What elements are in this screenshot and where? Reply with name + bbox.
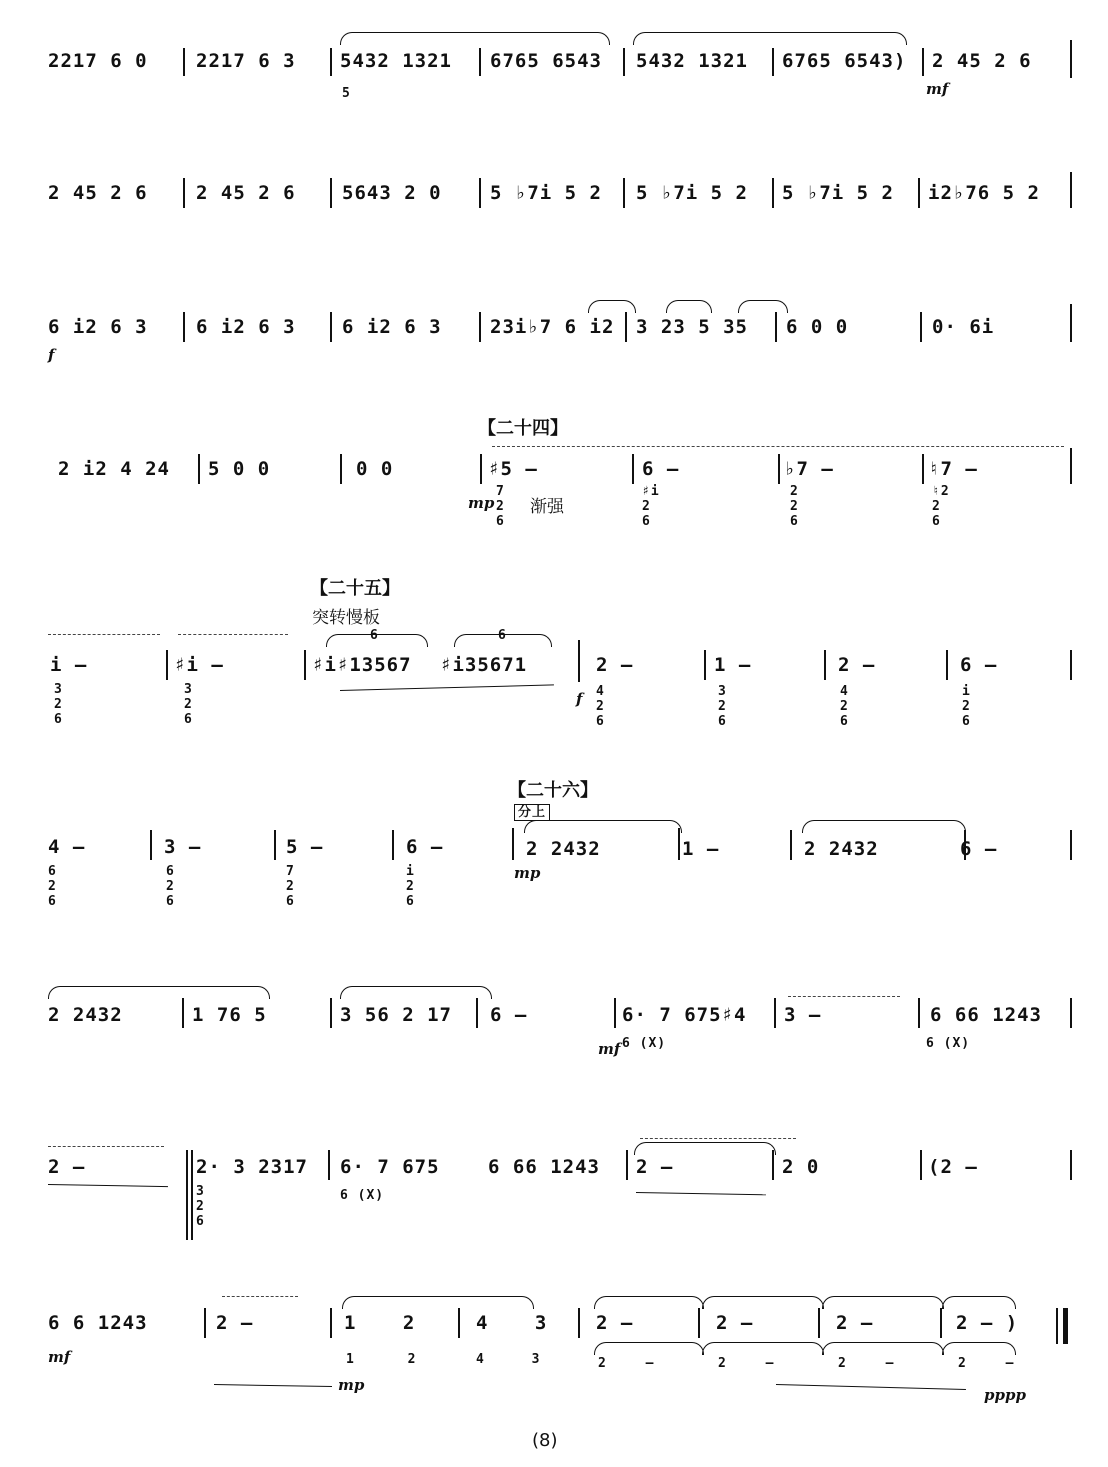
note-group: 1 76 5: [192, 1004, 267, 1026]
barline: [340, 454, 342, 484]
note-group: 5 ♭7i 5 2: [782, 182, 894, 204]
barline: [330, 178, 332, 208]
bass-note: 2 –: [838, 1356, 895, 1371]
note-group: 2217 6 3: [196, 50, 296, 72]
slur: [738, 300, 788, 313]
note-group: 2 –: [216, 1312, 254, 1334]
note-group: 2 –: [596, 1312, 634, 1334]
barline: [922, 454, 924, 484]
technique-mark: 分上: [514, 804, 550, 821]
dynamic-marking: mf: [598, 1040, 621, 1058]
bass-chord: 6 2 6: [48, 864, 57, 909]
barline: [183, 178, 185, 208]
barline: [330, 1308, 332, 1338]
note-group: 5432 1321: [340, 50, 452, 72]
note-group: 2217 6 0: [48, 50, 148, 72]
bass-chord: 7 2 6: [496, 484, 505, 529]
bass-chord: 3 2 6: [196, 1184, 205, 1229]
note-group: 6 –: [960, 838, 998, 860]
note-group: 6 i2 6 3: [342, 316, 442, 338]
slur: [340, 986, 492, 999]
tuplet-number: 6: [370, 628, 379, 643]
bass-note: 6 (X): [926, 1036, 971, 1051]
bass-chord: 4 2 6: [596, 684, 605, 729]
barline: [623, 178, 625, 208]
bass-note: 6 (X): [622, 1036, 667, 1051]
bass-chord: i 2 6: [406, 864, 415, 909]
note-group: 1 2: [344, 1312, 416, 1334]
slur: [702, 1342, 824, 1355]
slur: [666, 300, 712, 313]
note-group: 2 –: [636, 1156, 674, 1178]
note-group: ♯i35671: [440, 654, 528, 676]
barline: [704, 650, 706, 680]
note-group: 2 45 2 6: [48, 182, 148, 204]
barline: [578, 1308, 580, 1338]
decrescendo-hairpin: [214, 1384, 332, 1387]
section-label: 【二十五】: [310, 578, 400, 599]
slur: [594, 1296, 704, 1309]
barline: [476, 998, 478, 1028]
bass-chord: 3 2 6: [184, 682, 193, 727]
barline: [458, 1308, 460, 1338]
note-group: 5 0 0: [208, 458, 271, 480]
barline: [330, 998, 332, 1028]
barline: [480, 454, 482, 484]
section-label: 【二十四】: [478, 418, 568, 439]
note-group: 2 0: [782, 1156, 820, 1178]
note-group: 1 –: [714, 654, 752, 676]
note-group: 6 66 1243: [930, 1004, 1042, 1026]
barline: [918, 178, 920, 208]
slur: [942, 1342, 1016, 1355]
barline: [479, 48, 481, 76]
tremolo-line: [178, 634, 288, 635]
slur: [594, 1342, 704, 1355]
note-group: ♯i –: [174, 654, 224, 676]
note-group: (2 –: [928, 1156, 978, 1178]
page-number: (8): [532, 1430, 558, 1451]
barline: [1070, 1150, 1072, 1180]
barline: [678, 828, 680, 860]
barline: [918, 998, 920, 1028]
tremolo-line: [48, 1146, 164, 1147]
note-group: 3 –: [784, 1004, 822, 1026]
bass-chord: ♯i 2 6: [642, 484, 660, 529]
note-group: 6· 7 675♯4: [622, 1004, 747, 1026]
barline: [920, 1150, 922, 1180]
note-group: 2 2432: [48, 1004, 123, 1026]
tuplet-number: 6: [498, 628, 507, 643]
barline: [698, 1308, 700, 1338]
bass-chord: 7 2 6: [286, 864, 295, 909]
final-barline-thin: [1056, 1308, 1058, 1344]
note-group: 5 ♭7i 5 2: [636, 182, 748, 204]
note-group: 6765 6543): [782, 50, 907, 72]
note-group: 6 6 1243: [48, 1312, 148, 1334]
dynamic-marking: mf: [926, 80, 949, 98]
barline: [182, 998, 184, 1028]
barline: [623, 48, 625, 76]
slur: [942, 1296, 1016, 1309]
note-group: 5 ♭7i 5 2: [490, 182, 602, 204]
note-group: 6765 6543: [490, 50, 602, 72]
slur: [524, 820, 682, 833]
barline: [512, 828, 514, 860]
barline: [920, 312, 922, 342]
barline: [183, 48, 185, 76]
slur: [822, 1296, 944, 1309]
barline: [479, 312, 481, 342]
barline: [274, 830, 276, 860]
note-group: ♭7 –: [784, 458, 834, 480]
barline: [1070, 40, 1072, 78]
note-group: 4 –: [48, 836, 86, 858]
dynamic-marking: mp: [514, 864, 541, 882]
tremolo-line: [222, 1296, 298, 1297]
note-group: 4 3: [476, 1312, 548, 1334]
note-group: 6 –: [490, 1004, 528, 1026]
note-group: 5643 2 0: [342, 182, 442, 204]
bass-note: 6 (X): [340, 1188, 385, 1203]
barline: [772, 178, 774, 208]
bass-note: 5: [342, 86, 351, 101]
note-group: 6 i2 6 3: [48, 316, 148, 338]
final-barline-thick: [1063, 1308, 1068, 1344]
note-group: 3 23 5 35: [636, 316, 748, 338]
dynamic-marking: mp: [338, 1376, 365, 1394]
barline: [775, 312, 777, 342]
note-group: 6 0 0: [786, 316, 849, 338]
barline: [191, 1150, 193, 1240]
bass-chord: ♮2 2 6: [932, 484, 950, 529]
dynamic-marking: mf: [48, 1348, 71, 1366]
bass-chord: 6 2 6: [166, 864, 175, 909]
bass-note: 4 3: [476, 1352, 541, 1367]
note-group: 6 i2 6 3: [196, 316, 296, 338]
note-group: 2 i2 4 24: [58, 458, 170, 480]
note-group: 23i♭7 6 i2: [490, 316, 615, 338]
bass-note: 2 –: [598, 1356, 655, 1371]
note-group: ♮7 –: [928, 458, 978, 480]
note-group: 5 –: [286, 836, 324, 858]
barline: [392, 830, 394, 860]
barline: [818, 1308, 820, 1338]
barline: [778, 454, 780, 484]
bass-note: 1 2: [346, 1352, 417, 1367]
decrescendo-hairpin: [776, 1384, 966, 1390]
slur: [702, 1296, 824, 1309]
bass-chord: 2 2 6: [790, 484, 799, 529]
barline: [922, 48, 924, 76]
barline: [1070, 448, 1072, 484]
bass-chord: 3 2 6: [718, 684, 727, 729]
tremolo-line: [640, 1138, 796, 1139]
note-group: 0· 6i: [932, 316, 995, 338]
note-group: 6 66 1243: [488, 1156, 600, 1178]
barline: [330, 48, 332, 76]
barline: [632, 454, 634, 484]
note-group: i2♭76 5 2: [928, 182, 1040, 204]
bass-chord: 4 2 6: [840, 684, 849, 729]
barline: [626, 1150, 628, 1180]
expression-text: 渐强: [530, 497, 564, 517]
barline: [330, 312, 332, 342]
tremolo-line: [788, 996, 900, 997]
note-group: 2 45 2 6: [196, 182, 296, 204]
barline: [183, 312, 185, 342]
barline: [1070, 998, 1072, 1028]
bass-chord: 3 2 6: [54, 682, 63, 727]
note-group: 2 45 2 6: [932, 50, 1032, 72]
slur: [634, 1142, 776, 1155]
decrescendo-hairpin: [48, 1184, 168, 1187]
note-group: 6 –: [960, 654, 998, 676]
note-group: 6· 7 675: [340, 1156, 440, 1178]
tremolo-line: [492, 446, 1064, 447]
note-group: 2 –: [836, 1312, 874, 1334]
bass-chord: i 2 6: [962, 684, 971, 729]
barline: [772, 48, 774, 76]
barline: [304, 650, 306, 680]
barline: [614, 998, 616, 1028]
note-group: 2 –: [838, 654, 876, 676]
note-group: 5432 1321: [636, 50, 748, 72]
barline: [328, 1150, 330, 1180]
note-group: 1 –: [682, 838, 720, 860]
slur: [802, 820, 966, 833]
slur: [633, 32, 907, 45]
dynamic-marking: f: [48, 346, 55, 364]
note-group: 2· 3 2317: [196, 1156, 308, 1178]
dynamic-marking: pppp: [984, 1386, 1026, 1404]
tempo-text: 突转慢板: [312, 608, 380, 628]
slur: [340, 32, 610, 45]
barline: [625, 312, 627, 342]
note-group: 2 –: [716, 1312, 754, 1334]
bass-note: 2 –: [958, 1356, 1015, 1371]
barline: [1070, 650, 1072, 680]
note-group: 6 –: [642, 458, 680, 480]
barline: [1070, 172, 1072, 208]
slur: [822, 1342, 944, 1355]
barline: [186, 1150, 188, 1240]
note-group: i –: [50, 654, 88, 676]
note-group: 6 –: [406, 836, 444, 858]
note-group: 2 –: [596, 654, 634, 676]
barline: [198, 454, 200, 484]
note-group: 2 2432: [526, 838, 601, 860]
slur: [588, 300, 636, 313]
note-group: 3 –: [164, 836, 202, 858]
barline: [150, 830, 152, 860]
barline: [578, 640, 580, 682]
decrescendo-hairpin: [636, 1192, 766, 1195]
note-group: 2 –: [48, 1156, 86, 1178]
barline: [204, 1308, 206, 1338]
barline: [824, 650, 826, 680]
barline: [946, 650, 948, 680]
barline: [772, 1150, 774, 1180]
note-group: ♯5 –: [488, 458, 538, 480]
slur: [48, 986, 270, 999]
barline: [774, 998, 776, 1028]
note-group: ♯i♯13567: [312, 654, 412, 676]
barline: [940, 1308, 942, 1338]
barline: [166, 650, 168, 680]
barline: [790, 830, 792, 860]
note-group: 3 56 2 17: [340, 1004, 452, 1026]
note-group: 2 2432: [804, 838, 879, 860]
barline: [1070, 830, 1072, 860]
dynamic-marking: f: [576, 690, 583, 708]
slur: [342, 1296, 534, 1309]
barline: [479, 178, 481, 208]
dynamic-marking: mp: [468, 494, 495, 512]
note-group: 2 – ): [956, 1312, 1019, 1334]
note-group: 0 0: [356, 458, 394, 480]
bass-note: 2 –: [718, 1356, 775, 1371]
section-label: 【二十六】: [508, 780, 598, 801]
barline: [1070, 304, 1072, 342]
crescendo-hairpin: [340, 684, 554, 691]
tremolo-line: [48, 634, 160, 635]
